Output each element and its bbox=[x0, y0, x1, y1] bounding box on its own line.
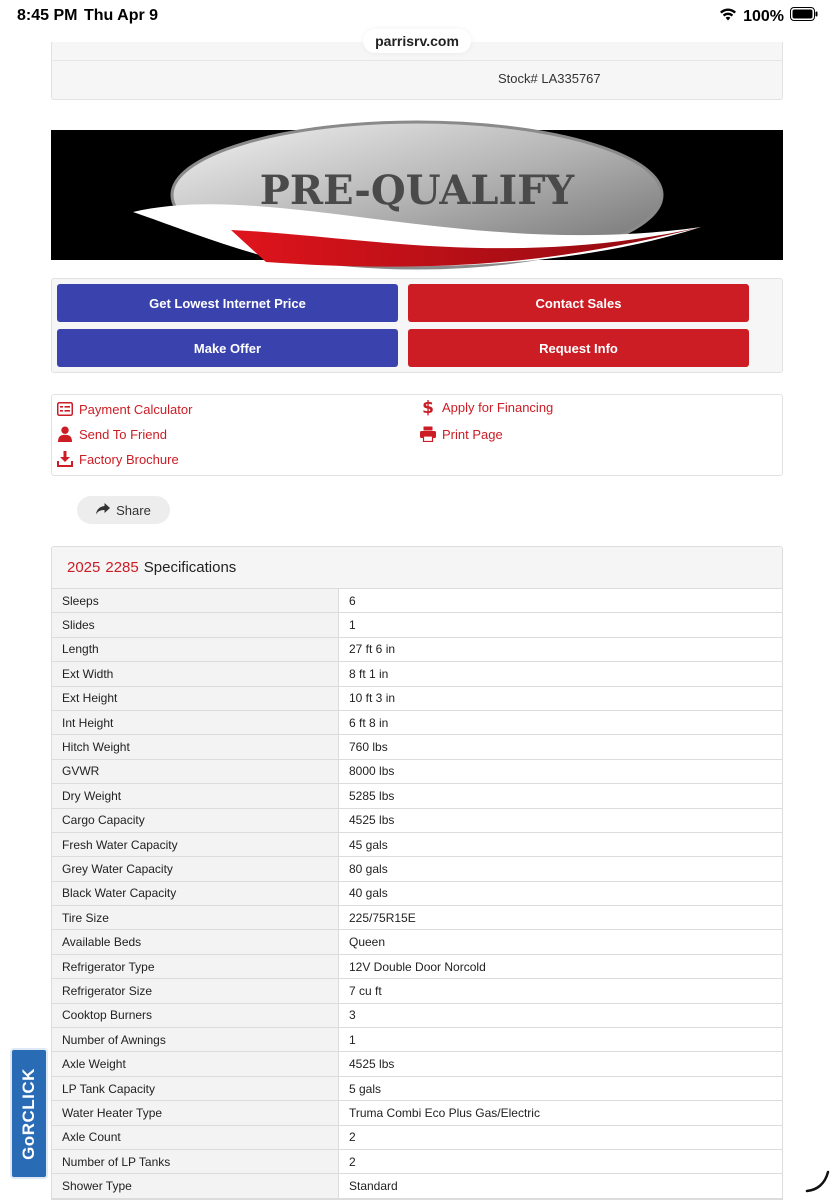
spec-row bbox=[52, 1004, 782, 1028]
spec-value: 8000 lbs bbox=[339, 760, 782, 783]
spec-row bbox=[52, 857, 782, 881]
spec-row bbox=[52, 589, 782, 613]
spec-key: Axle Weight bbox=[52, 1052, 339, 1075]
spec-value: 27 ft 6 in bbox=[339, 638, 782, 661]
spec-row bbox=[52, 809, 782, 833]
factory-brochure-link[interactable] bbox=[57, 451, 179, 467]
goclick-label: GoRCLICK bbox=[19, 1067, 38, 1160]
spec-value: 2 bbox=[339, 1150, 782, 1173]
calculator-icon bbox=[57, 401, 73, 417]
specifications-header bbox=[52, 547, 782, 589]
factory-brochure-label: Factory Brochure bbox=[79, 451, 179, 467]
spec-value: 10 ft 3 in bbox=[339, 687, 782, 710]
spec-key: Slides bbox=[52, 613, 339, 636]
payment-calculator-link[interactable] bbox=[57, 401, 192, 417]
spec-value: 45 gals bbox=[339, 833, 782, 856]
share-icon bbox=[96, 503, 110, 518]
url-bar[interactable]: parrisrv.com bbox=[363, 29, 471, 53]
spec-key: Cooktop Burners bbox=[52, 1004, 339, 1027]
battery-icon bbox=[790, 7, 818, 26]
spec-key: Black Water Capacity bbox=[52, 882, 339, 905]
spec-value: 12V Double Door Norcold bbox=[339, 955, 782, 978]
spec-row bbox=[52, 1052, 782, 1076]
spec-value: 760 lbs bbox=[339, 735, 782, 758]
spec-value: Standard bbox=[339, 1174, 782, 1197]
spec-row bbox=[52, 1028, 782, 1052]
spec-key: GVWR bbox=[52, 760, 339, 783]
download-icon bbox=[57, 451, 73, 467]
spec-row bbox=[52, 1101, 782, 1125]
spec-key: Grey Water Capacity bbox=[52, 857, 339, 880]
share-button[interactable] bbox=[77, 496, 170, 524]
print-page-link[interactable] bbox=[420, 426, 503, 442]
user-icon bbox=[57, 426, 73, 442]
prequalify-logo bbox=[51, 120, 783, 270]
corner-curve-icon bbox=[805, 1170, 831, 1194]
spec-value: 4525 lbs bbox=[339, 1052, 782, 1075]
spec-value: 3 bbox=[339, 1004, 782, 1027]
spec-key: LP Tank Capacity bbox=[52, 1077, 339, 1100]
spec-year: 2025 bbox=[67, 559, 101, 576]
spec-row bbox=[52, 1077, 782, 1101]
wifi-icon bbox=[719, 7, 737, 26]
spec-value: 5285 lbs bbox=[339, 784, 782, 807]
send-to-friend-link[interactable] bbox=[57, 426, 167, 442]
spec-value: 1 bbox=[339, 1028, 782, 1051]
spec-value: 225/75R15E bbox=[339, 906, 782, 929]
spec-key: Number of LP Tanks bbox=[52, 1150, 339, 1173]
spec-row bbox=[52, 711, 782, 735]
spec-key: Int Height bbox=[52, 711, 339, 734]
spec-key: Fresh Water Capacity bbox=[52, 833, 339, 856]
spec-row bbox=[52, 735, 782, 759]
spec-value: 80 gals bbox=[339, 857, 782, 880]
spec-key: Dry Weight bbox=[52, 784, 339, 807]
cta-panel bbox=[51, 278, 783, 373]
spec-key: Refrigerator Type bbox=[52, 955, 339, 978]
spec-row bbox=[52, 906, 782, 930]
spec-model: 2285 bbox=[105, 559, 139, 576]
spec-value: 40 gals bbox=[339, 882, 782, 905]
spec-value: Queen bbox=[339, 930, 782, 953]
spec-row bbox=[52, 687, 782, 711]
spec-row bbox=[52, 882, 782, 906]
spec-key: Axle Count bbox=[52, 1126, 339, 1149]
spec-value: Truma Combi Eco Plus Gas/Electric bbox=[339, 1101, 782, 1124]
spec-row bbox=[52, 638, 782, 662]
contact-sales-button[interactable]: Contact Sales bbox=[408, 284, 749, 322]
spec-row bbox=[52, 1126, 782, 1150]
goclick-badge[interactable] bbox=[10, 1048, 48, 1179]
spec-value: 2 bbox=[339, 1126, 782, 1149]
spec-key: Ext Width bbox=[52, 662, 339, 685]
make-offer-button[interactable]: Make Offer bbox=[57, 329, 398, 367]
payment-calculator-label: Payment Calculator bbox=[79, 401, 193, 417]
spec-row bbox=[52, 662, 782, 686]
spec-value: 8 ft 1 in bbox=[339, 662, 782, 685]
spec-row bbox=[52, 979, 782, 1003]
spec-row bbox=[52, 760, 782, 784]
spec-key: Shower Type bbox=[52, 1174, 339, 1197]
spec-key: Hitch Weight bbox=[52, 735, 339, 758]
spec-key: Available Beds bbox=[52, 930, 339, 953]
spec-value: 6 ft 8 in bbox=[339, 711, 782, 734]
divider bbox=[51, 60, 783, 61]
spec-key: Ext Height bbox=[52, 687, 339, 710]
spec-row bbox=[52, 833, 782, 857]
stock-number: Stock# LA335767 bbox=[498, 71, 601, 86]
spec-value: 7 cu ft bbox=[339, 979, 782, 1002]
spec-value: 5 gals bbox=[339, 1077, 782, 1100]
links-panel bbox=[51, 394, 783, 476]
print-icon bbox=[420, 426, 436, 442]
svg-text:$: $ bbox=[422, 398, 434, 416]
specifications-table bbox=[51, 546, 783, 1200]
apply-financing-label: Apply for Financing bbox=[442, 399, 554, 415]
spec-key: Length bbox=[52, 638, 339, 661]
spec-rows bbox=[52, 589, 782, 1199]
spec-key: Number of Awnings bbox=[52, 1028, 339, 1051]
spec-row bbox=[52, 784, 782, 808]
send-to-friend-label: Send To Friend bbox=[79, 426, 167, 442]
spec-row bbox=[52, 1150, 782, 1174]
spec-value: 4525 lbs bbox=[339, 809, 782, 832]
print-page-label: Print Page bbox=[442, 426, 503, 442]
status-date: Thu Apr 9 bbox=[84, 7, 159, 24]
spec-row bbox=[52, 1174, 782, 1198]
status-right bbox=[719, 7, 818, 26]
spec-title: Specifications bbox=[143, 559, 237, 576]
spec-row bbox=[52, 613, 782, 637]
spec-key: Sleeps bbox=[52, 589, 339, 612]
apply-financing-link[interactable] bbox=[420, 399, 553, 415]
banner-text: PRE-QUALIFY bbox=[259, 167, 575, 214]
prequalify-banner[interactable] bbox=[51, 130, 783, 260]
spec-key: Water Heater Type bbox=[52, 1101, 339, 1124]
spec-key: Refrigerator Size bbox=[52, 979, 339, 1002]
spec-row bbox=[52, 930, 782, 954]
request-info-button[interactable]: Request Info bbox=[408, 329, 749, 367]
status-bar bbox=[0, 0, 834, 32]
battery-percent: 100% bbox=[743, 7, 784, 25]
spec-value: 1 bbox=[339, 613, 782, 636]
dollar-icon bbox=[420, 399, 436, 415]
spec-key: Tire Size bbox=[52, 906, 339, 929]
spec-row bbox=[52, 955, 782, 979]
spec-value: 6 bbox=[339, 589, 782, 612]
get-lowest-price-button[interactable]: Get Lowest Internet Price bbox=[57, 284, 398, 322]
status-time: 8:45 PM bbox=[17, 7, 78, 24]
share-label: Share bbox=[116, 502, 151, 518]
spec-key: Cargo Capacity bbox=[52, 809, 339, 832]
